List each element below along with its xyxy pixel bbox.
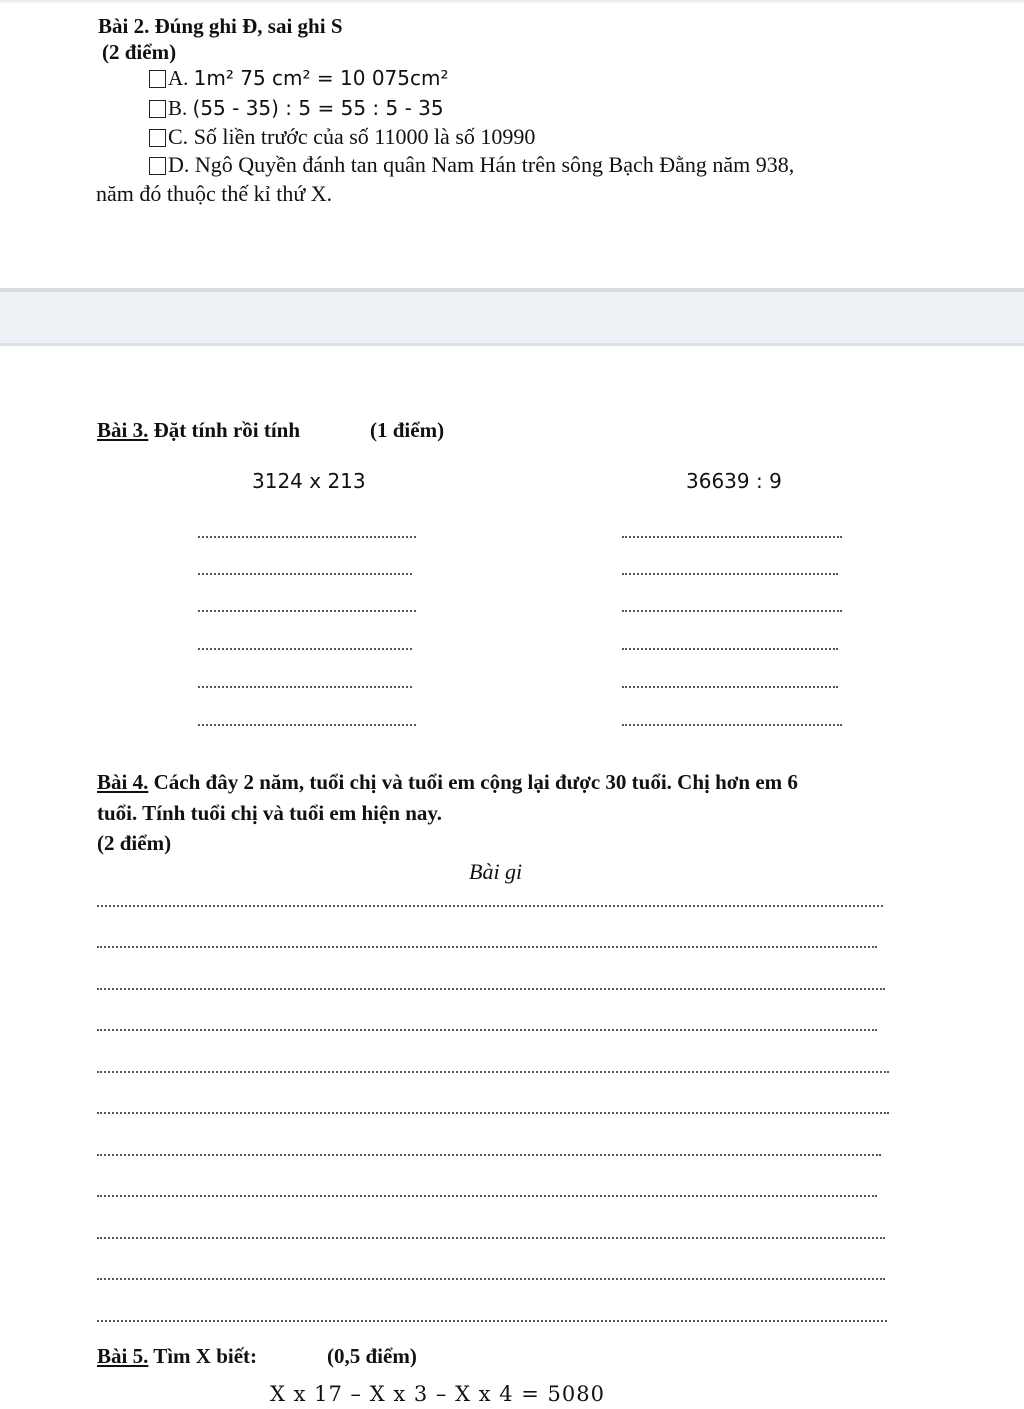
answer-line[interactable]	[622, 573, 838, 575]
answer-line[interactable]	[97, 946, 877, 948]
answer-line[interactable]	[622, 686, 838, 688]
answer-line[interactable]	[97, 1154, 881, 1156]
answer-line[interactable]	[198, 610, 416, 612]
bai2-option-d-continuation: năm đó thuộc thế kỉ thứ X.	[96, 181, 333, 206]
answer-line[interactable]	[97, 1278, 885, 1280]
checkbox-a[interactable]	[149, 70, 166, 88]
bai4-heading: Bài 4. Cách đây 2 năm, tuổi chị và tuổi em cộng lại được 30 tuổi. Chị hơn em 6	[97, 770, 798, 794]
checkbox-b[interactable]	[149, 100, 166, 118]
bai5-equation: X x 17 – X x 3 – X x 4 = 5080	[270, 1382, 605, 1406]
bai5-heading: Bài 5. Tìm X biết:	[97, 1344, 258, 1368]
bai3-heading: Bài 3. Đặt tính rồi tính	[97, 418, 301, 442]
bai2-option-c: C. Số liền trước của số 11000 là số 10990	[149, 124, 535, 150]
bai2-points: (2 điểm)	[102, 40, 177, 64]
answer-line[interactable]	[97, 1237, 885, 1239]
answer-line[interactable]	[97, 1320, 887, 1322]
bai3-expression-left: 3124 x 213	[252, 469, 366, 493]
answer-line[interactable]	[622, 724, 842, 726]
option-b-text: (55 - 35) : 5 = 55 : 5 - 35	[192, 96, 444, 120]
page-top-edge	[0, 0, 1024, 4]
answer-line[interactable]	[97, 1195, 877, 1197]
answer-line[interactable]	[97, 988, 885, 990]
bai2-option-b: B. (55 - 35) : 5 = 55 : 5 - 35	[149, 96, 444, 121]
bai4-solution-label: Bài gi	[469, 859, 523, 884]
option-d-text: Ngô Quyền đánh tan quân Nam Hán trên sông Bạch Đằng năm 938,	[194, 152, 795, 177]
bai2-heading: Bài 2. Đúng ghi Đ, sai ghi S	[98, 14, 343, 38]
bai2-option-d: D. Ngô Quyền đánh tan quân Nam Hán trên sông Bạch Đằng năm 938,	[149, 152, 794, 178]
answer-line[interactable]	[622, 610, 842, 612]
answer-line[interactable]	[198, 686, 412, 688]
page-break	[0, 288, 1024, 346]
answer-line[interactable]	[198, 648, 412, 650]
bai3-points: (1 điểm)	[370, 418, 445, 442]
answer-line[interactable]	[97, 1071, 889, 1073]
answer-line[interactable]	[198, 724, 416, 726]
answer-line[interactable]	[198, 573, 412, 575]
option-c-text: Số liền trước của số 11000 là số 10990	[193, 124, 536, 149]
answer-line[interactable]	[97, 905, 883, 907]
answer-line[interactable]	[622, 536, 842, 538]
answer-line[interactable]	[97, 1029, 877, 1031]
bai3-expression-right: 36639 : 9	[686, 469, 782, 493]
checkbox-c[interactable]	[149, 129, 166, 147]
checkbox-d[interactable]	[149, 157, 166, 175]
bai2-option-a: A. 1m² 75 cm² = 10 075cm²	[149, 66, 449, 91]
bai4-points: (2 điểm)	[97, 831, 172, 855]
bai4-heading-line2: tuổi. Tính tuổi chị và tuổi em hiện nay.	[97, 801, 443, 825]
bai5-points: (0,5 điểm)	[327, 1344, 417, 1368]
answer-line[interactable]	[97, 1112, 889, 1114]
answer-line[interactable]	[198, 536, 416, 538]
answer-line[interactable]	[622, 648, 838, 650]
option-a-text: 1m² 75 cm² = 10 075cm²	[193, 66, 449, 90]
